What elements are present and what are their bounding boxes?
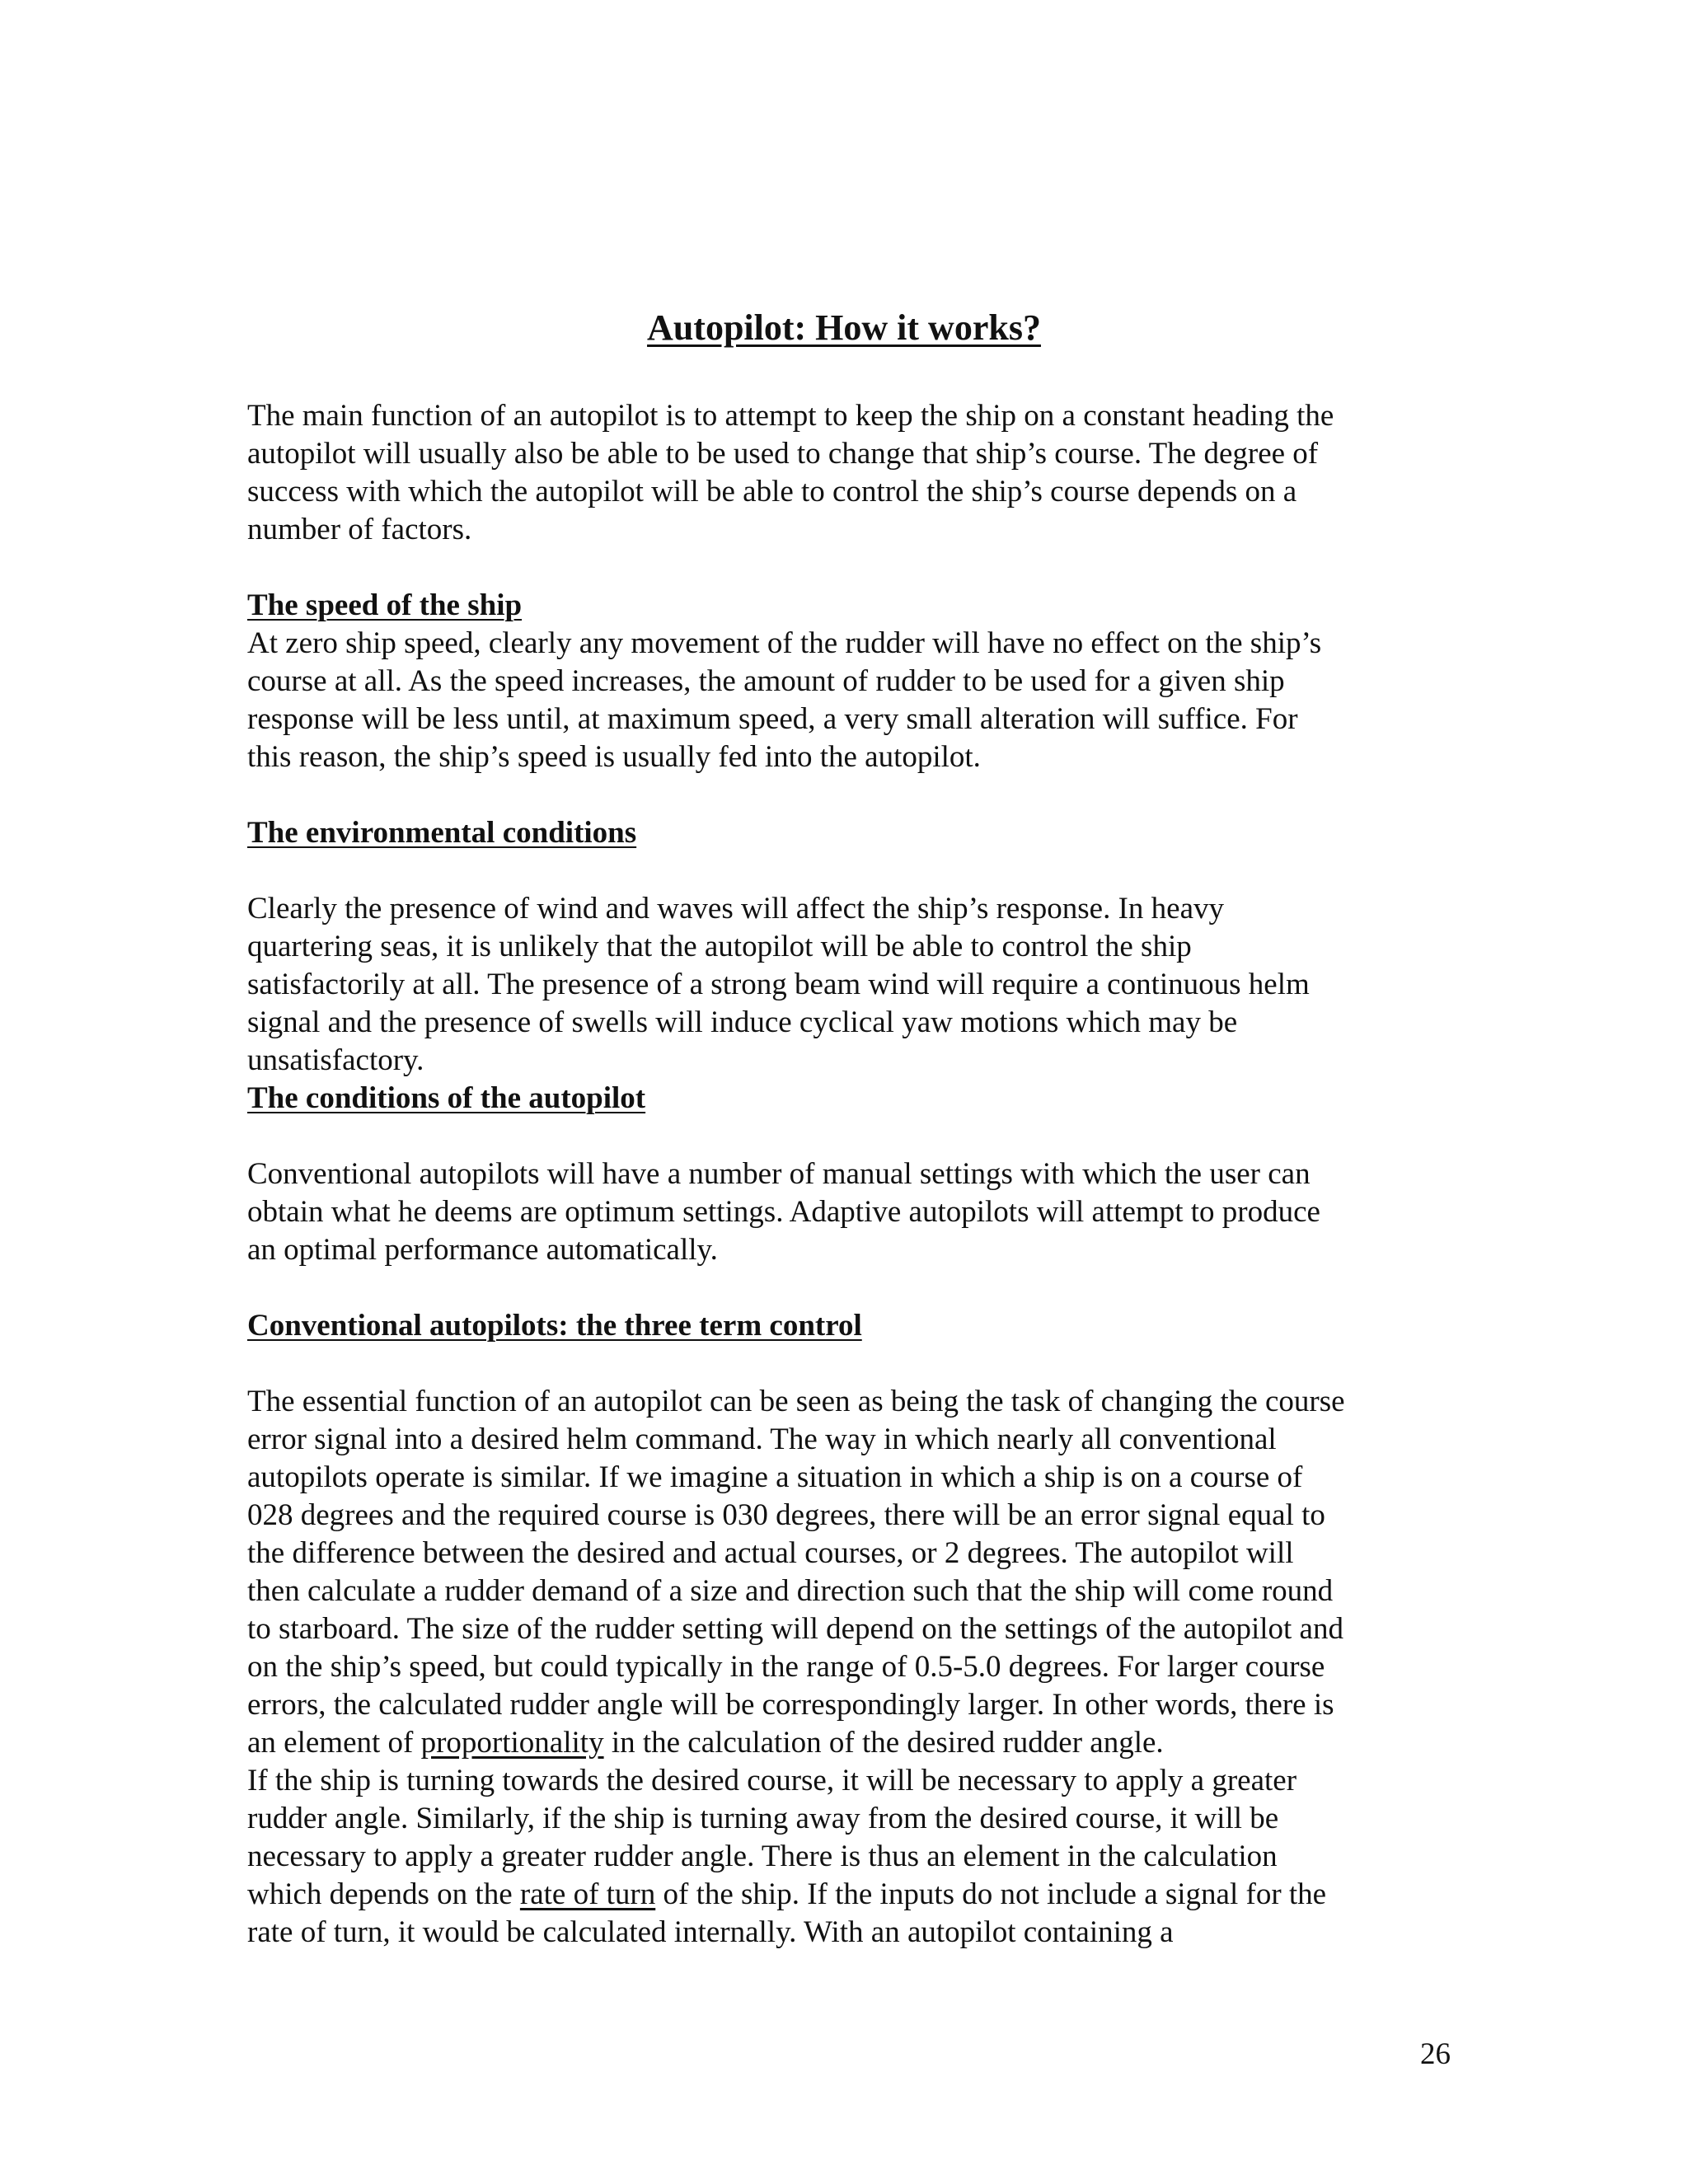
environment-paragraph — [247, 890, 1451, 1080]
conventional-paragraph — [247, 1383, 1451, 1762]
text-fragment: of the ship. If the inputs do not include a signal for the — [655, 1877, 1327, 1911]
text-line: Conventional autopilots will have a number of manual settings with which the user can — [247, 1157, 1311, 1191]
text-line: obtain what he deems are optimum settings. Adaptive autopilots will attempt to produce — [247, 1195, 1320, 1229]
section-heading-conditions: The conditions of the autopilot — [247, 1081, 646, 1115]
underlined-term-proportionality: proportionality — [420, 1726, 604, 1760]
text-line: necessary to apply a greater rudder angle. There is thus an element in the calculation — [247, 1840, 1278, 1873]
text-line: on the ship’s speed, but could typically in the range of 0.5-5.0 degrees. For larger course — [247, 1650, 1325, 1684]
conditions-paragraph — [247, 1155, 1451, 1269]
text-line: rate of turn, it would be calculated internally. With an autopilot containing a — [247, 1915, 1174, 1949]
text-line: unsatisfactory. — [247, 1043, 424, 1077]
spacer — [247, 1345, 1451, 1383]
intro-paragraph — [247, 397, 1451, 549]
spacer — [247, 852, 1451, 890]
text-line: then calculate a rudder demand of a size and direction such that the ship will come round — [247, 1574, 1334, 1608]
text-line: Clearly the presence of wind and waves will affect the ship’s response. In heavy — [247, 892, 1224, 926]
text-line: 028 degrees and the required course is 030 degrees, there will be an error signal equal to — [247, 1498, 1325, 1532]
text-fragment: which depends on the — [247, 1877, 520, 1911]
text-line: autopilot will usually also be able to be used to change that ship’s course. The degree of — [247, 437, 1319, 471]
text-line: an optimal performance automatically. — [247, 1233, 718, 1267]
text-line: signal and the presence of swells will induce cyclical yaw motions which may be — [247, 1005, 1238, 1039]
rate-of-turn-paragraph — [247, 1762, 1451, 1952]
section-heading-conventional: Conventional autopilots: the three term control — [247, 1309, 862, 1343]
text-line: this reason, the ship’s speed is usually fed into the autopilot. — [247, 740, 981, 774]
text-line: the difference between the desired and actual courses, or 2 degrees. The autopilot will — [247, 1536, 1294, 1570]
text-line: satisfactorily at all. The presence of a strong beam wind will require a continuous helm — [247, 968, 1310, 1001]
speed-paragraph — [247, 625, 1451, 776]
text-line: to starboard. The size of the rudder setting will depend on the settings of the autopilot and — [247, 1612, 1343, 1646]
text-line: rudder angle. Similarly, if the ship is turning away from the desired course, it will be — [247, 1802, 1279, 1835]
text-line: response will be less until, at maximum speed, a very small alteration will suffice. For — [247, 702, 1298, 736]
text-line: course at all. As the speed increases, the amount of rudder to be used for a given ship — [247, 664, 1285, 698]
text-fragment: in the calculation of the desired rudder angle. — [603, 1726, 1164, 1760]
text-line: success with which the autopilot will be able to control the ship’s course depends on a — [247, 475, 1297, 509]
text-fragment: an element of — [247, 1726, 421, 1760]
text-line: The main function of an autopilot is to attempt to keep the ship on a constant heading the — [247, 399, 1334, 433]
text-line: autopilots operate is similar. If we imagine a situation in which a ship is on a course of — [247, 1460, 1303, 1494]
text-line: At zero ship speed, clearly any movement of the rudder will have no effect on the ship’s — [247, 626, 1322, 660]
page-number: 26 — [1420, 2037, 1451, 2071]
section-heading-environment: The environmental conditions — [247, 816, 637, 850]
text-line: The essential function of an autopilot can be seen as being the task of changing the course — [247, 1385, 1345, 1418]
page-title: Autopilot: How it works? — [647, 307, 1041, 348]
spacer — [247, 776, 1451, 814]
text-line — [247, 1876, 1451, 1914]
section-heading-speed: The speed of the ship — [247, 588, 523, 622]
text-line: quartering seas, it is unlikely that the autopilot will be able to control the ship — [247, 930, 1192, 963]
text-line: number of factors. — [247, 513, 472, 546]
spacer — [247, 549, 1451, 587]
text-line — [247, 1724, 1451, 1762]
text-line: error signal into a desired helm command. The way in which nearly all conventional — [247, 1422, 1277, 1456]
underlined-term-rate-of-turn: rate of turn — [519, 1877, 656, 1911]
spacer — [247, 1118, 1451, 1155]
document-body — [247, 397, 1451, 1952]
text-line: If the ship is turning towards the desired course, it will be necessary to apply a greater — [247, 1764, 1297, 1797]
text-line: errors, the calculated rudder angle will be correspondingly larger. In other words, there is — [247, 1688, 1334, 1722]
spacer — [247, 1269, 1451, 1307]
